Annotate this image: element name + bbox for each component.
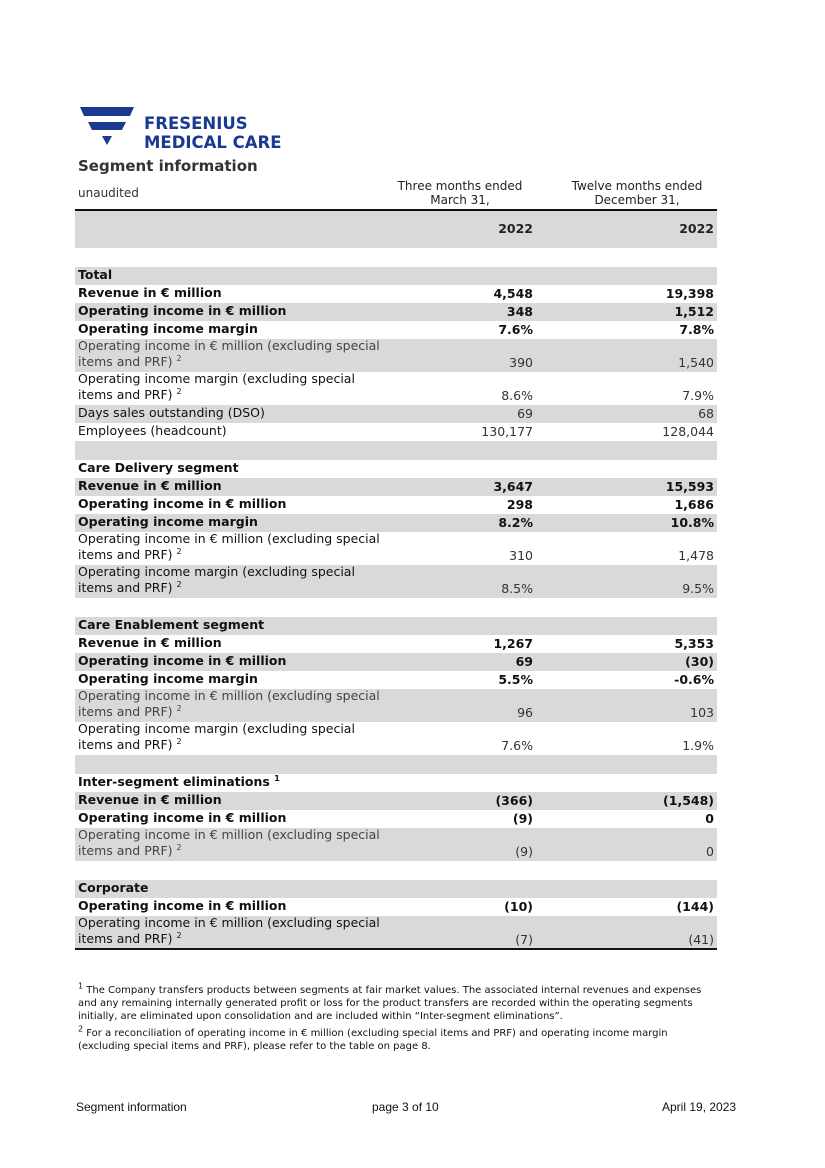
- table-bottom-rule: [75, 948, 717, 950]
- col2-value: 1,686: [674, 497, 714, 512]
- col2-value: 1,512: [674, 304, 714, 319]
- table-row: [75, 303, 717, 321]
- row-label: Care Delivery segment: [78, 460, 239, 475]
- row-label: Operating income in € million (excluding special items and PRF) $^2$: [78, 827, 380, 858]
- col1-value: 4,548: [493, 286, 533, 301]
- footnote-ref: 1: [274, 773, 280, 783]
- col1-value: 1,267: [493, 636, 533, 651]
- spacer-row: [75, 598, 717, 617]
- table-row: [75, 532, 717, 565]
- spacer-row: [75, 861, 717, 880]
- footnote-ref: 2: [176, 736, 182, 746]
- row-label: Operating income in € million: [78, 303, 287, 318]
- table-row: [75, 514, 717, 532]
- table-row: [75, 321, 717, 339]
- row-label: Inter-segment eliminations $^1$: [78, 773, 280, 789]
- row-label: Operating income in € million (excluding special items and PRF) $^2$: [78, 531, 380, 562]
- col1-value: 130,177: [481, 424, 533, 439]
- footnote-ref: 2: [176, 353, 182, 363]
- col2-value: 19,398: [665, 286, 714, 301]
- row-label: Operating income in € million (excluding special items and PRF) $^2$: [78, 915, 380, 946]
- logo-mark-icon: [80, 104, 136, 150]
- footnote-1-text: The Company transfers products between segments at fair market values. The associated internal revenues and expenses and any remaining internally generated profit or loss for the product transfers are recorded within the operating segments initially, are eliminated upon consolidation and are included within “Inter-segment eliminations”.: [78, 985, 702, 1023]
- footnote-ref: 2: [176, 386, 182, 396]
- year-header-row: [75, 211, 717, 248]
- row-label: Total: [78, 267, 113, 282]
- col2-value: 1,478: [678, 548, 714, 563]
- col2-value: -0.6%: [674, 672, 714, 687]
- row-label: Care Enablement segment: [78, 617, 265, 632]
- table-row: [75, 285, 717, 303]
- footnote-ref: 2: [176, 842, 182, 852]
- col1-year: 2022: [498, 221, 533, 236]
- col2-value: 9.5%: [682, 581, 714, 596]
- row-label: Operating income margin (excluding special items and PRF) $^2$: [78, 371, 355, 402]
- unaudited-label: unaudited: [78, 186, 139, 200]
- col2-value: (30): [685, 654, 714, 669]
- logo-line-2: MEDICAL CARE: [144, 133, 282, 152]
- spacer-row: [75, 755, 717, 774]
- col1-value: 7.6%: [498, 322, 533, 337]
- footnote-ref: 2: [176, 546, 182, 556]
- footnote-ref: 2: [176, 930, 182, 940]
- col2-year: 2022: [679, 221, 714, 236]
- col2-value: 10.8%: [670, 515, 714, 530]
- row-label: Revenue in € million: [78, 478, 222, 493]
- section-header-row: [75, 267, 717, 285]
- table-row: [75, 722, 717, 755]
- col2-value: 1.9%: [682, 738, 714, 753]
- footnote-2-mark: 2: [78, 1024, 84, 1034]
- footnote-1: [78, 981, 718, 1024]
- section-header-row: [75, 460, 717, 478]
- col2-value: (41): [688, 932, 714, 947]
- col2-value: 0: [706, 844, 714, 859]
- section-header-row: [75, 617, 717, 635]
- col1-value: 8.5%: [501, 581, 533, 596]
- row-label: Revenue in € million: [78, 635, 222, 650]
- row-label: Employees (headcount): [78, 423, 227, 438]
- row-label: Operating income in € million: [78, 898, 287, 913]
- table-row: [75, 635, 717, 653]
- footnote-ref: 2: [176, 579, 182, 589]
- page-title: Segment information: [78, 157, 258, 175]
- col2-header: Twelve months ended December 31,: [571, 179, 703, 207]
- row-label: Operating income in € million (excluding special items and PRF) $^2$: [78, 338, 380, 369]
- row-label: Revenue in € million: [78, 792, 222, 807]
- col1-header: Three months ended March 31,: [397, 179, 523, 207]
- col2-value: 0: [705, 811, 714, 826]
- col1-value: 69: [515, 654, 533, 669]
- table-row: [75, 496, 717, 514]
- table-row: [75, 828, 717, 861]
- col1-value: 8.2%: [498, 515, 533, 530]
- col2-value: 5,353: [674, 636, 714, 651]
- row-label: Operating income margin (excluding special items and PRF) $^2$: [78, 564, 355, 595]
- col2-value: (1,548): [663, 793, 714, 808]
- table-row: [75, 372, 717, 405]
- col1-value: (9): [515, 844, 533, 859]
- col1-value: 390: [509, 355, 533, 370]
- table-row: [75, 898, 717, 916]
- logo-line-1: FRESENIUS: [144, 114, 248, 133]
- segment-table: [75, 211, 717, 949]
- table-row: [75, 653, 717, 671]
- row-label: Corporate: [78, 880, 149, 895]
- col1-value: 7.6%: [501, 738, 533, 753]
- footnote-2-text: For a reconciliation of operating income in € million (excluding special items and PRF) and operating income margin (excluding special items and PRF), please refer to the table on page 8.: [78, 1027, 668, 1052]
- spacer-row: [75, 441, 717, 460]
- table-row: [75, 478, 717, 496]
- row-label: Operating income in € million: [78, 653, 287, 668]
- col1-value: 298: [506, 497, 533, 512]
- section-header-row: [75, 774, 717, 792]
- table-row: [75, 565, 717, 598]
- row-label: Revenue in € million: [78, 285, 222, 300]
- row-label: Operating income margin: [78, 671, 258, 686]
- col2-value: 1,540: [678, 355, 714, 370]
- table-row: [75, 916, 717, 949]
- table-row: [75, 792, 717, 810]
- col2-value: 68: [698, 406, 714, 421]
- row-label: Days sales outstanding (DSO): [78, 405, 265, 420]
- table-row: [75, 423, 717, 441]
- col1-value: 96: [517, 705, 533, 720]
- table-row: [75, 810, 717, 828]
- col2-value: 7.8%: [679, 322, 714, 337]
- col1-value: (10): [504, 899, 533, 914]
- col2-value: (144): [676, 899, 714, 914]
- row-label: Operating income margin: [78, 514, 258, 529]
- row-label: Operating income in € million: [78, 496, 287, 511]
- col2-value: 128,044: [662, 424, 714, 439]
- col2-value: 7.9%: [682, 388, 714, 403]
- row-label: Operating income margin: [78, 321, 258, 336]
- footer-page-number: page 3 of 10: [372, 1100, 439, 1114]
- col1-value: (7): [515, 932, 533, 947]
- col1-value: 8.6%: [501, 388, 533, 403]
- footnote-1-mark: 1: [78, 981, 84, 991]
- col1-value: (9): [512, 811, 533, 826]
- table-row: [75, 339, 717, 372]
- col1-value: 69: [517, 406, 533, 421]
- footnote-2: [78, 1024, 718, 1053]
- spacer-row: [75, 248, 717, 267]
- col2-value: 103: [690, 705, 714, 720]
- col1-value: 3,647: [493, 479, 533, 494]
- row-label: Operating income in € million (excluding special items and PRF) $^2$: [78, 688, 380, 719]
- footer-date: April 19, 2023: [662, 1100, 737, 1114]
- col1-value: 310: [509, 548, 533, 563]
- section-header-row: [75, 880, 717, 898]
- footer-section: Segment information: [76, 1100, 187, 1114]
- col1-value: 5.5%: [498, 672, 533, 687]
- col2-value: 15,593: [665, 479, 714, 494]
- row-label: Operating income margin (excluding special items and PRF) $^2$: [78, 721, 355, 752]
- table-row: [75, 689, 717, 722]
- table-row: [75, 405, 717, 423]
- col1-value: (366): [495, 793, 533, 808]
- footnotes: [78, 981, 718, 1056]
- footnote-ref: 2: [176, 703, 182, 713]
- table-row: [75, 671, 717, 689]
- row-label: Operating income in € million: [78, 810, 287, 825]
- col1-value: 348: [506, 304, 533, 319]
